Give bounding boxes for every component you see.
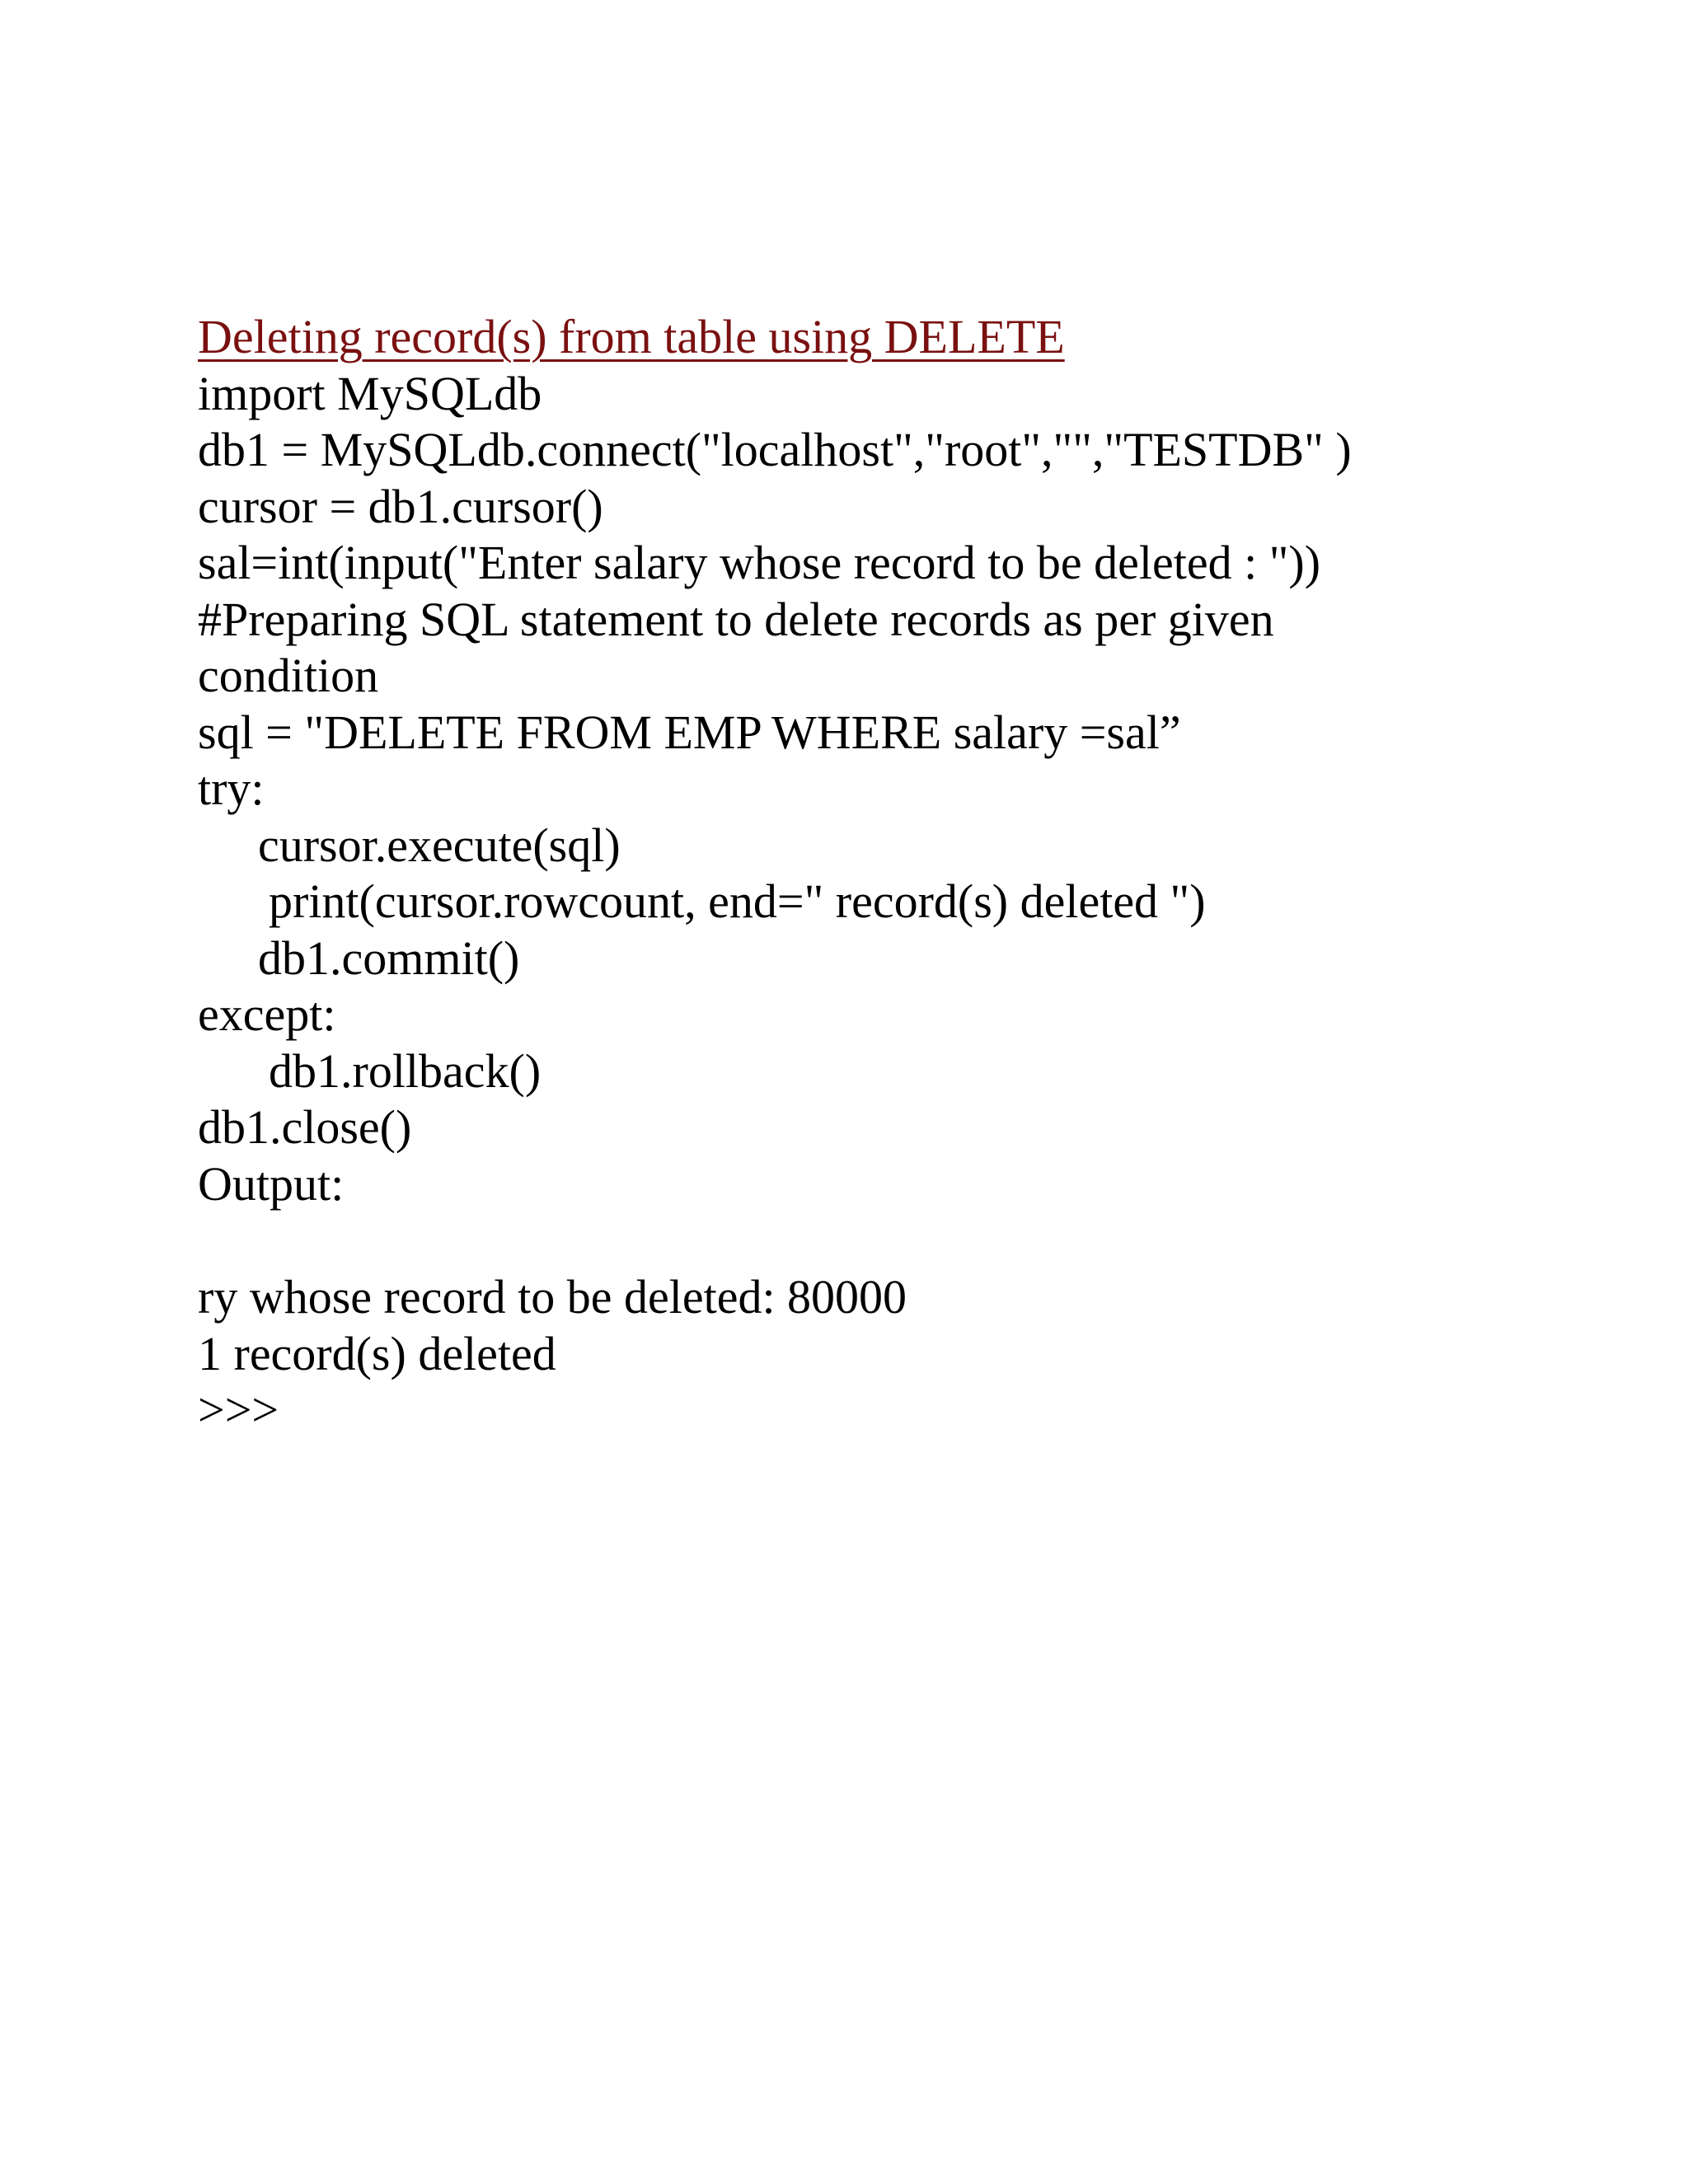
code-line-import: import MySQLdb — [198, 366, 542, 420]
code-line-comment: #Preparing SQL statement to delete records as per given — [198, 592, 1274, 646]
document-page — [198, 309, 1517, 1439]
code-line-except: except: — [198, 987, 336, 1041]
output-label: Output: — [198, 1156, 345, 1211]
code-line-input: sal=int(input("Enter salary whose record to be deleted : ")) — [198, 536, 1321, 589]
output-line-result: 1 record(s) deleted — [198, 1326, 556, 1380]
output-line-shell-prompt: >>> — [198, 1383, 279, 1436]
code-line-sql: sql = "DELETE FROM EMP WHERE salary =sal” — [198, 705, 1181, 759]
section-heading: Deleting record(s) from table using DELETE — [198, 310, 1065, 363]
output-block — [198, 1269, 1517, 1439]
code-line-close: db1.close() — [198, 1100, 412, 1154]
code-line-print: print(cursor.rowcount, end=" record(s) deleted ") — [269, 874, 1206, 928]
output-line-prompt-response: ry whose record to be deleted: 80000 — [198, 1270, 907, 1324]
code-line-commit: db1.commit() — [258, 930, 520, 985]
code-line-execute: cursor.execute(sql) — [258, 818, 621, 872]
code-line-cursor: cursor = db1.cursor() — [198, 479, 603, 533]
code-line-rollback: db1.rollback() — [269, 1043, 542, 1098]
code-line-connect: db1 = MySQLdb.connect("localhost","root","","TESTDB" ) — [198, 423, 1352, 476]
code-line-comment-continued: condition — [198, 649, 379, 702]
code-line-try: try: — [198, 762, 265, 815]
